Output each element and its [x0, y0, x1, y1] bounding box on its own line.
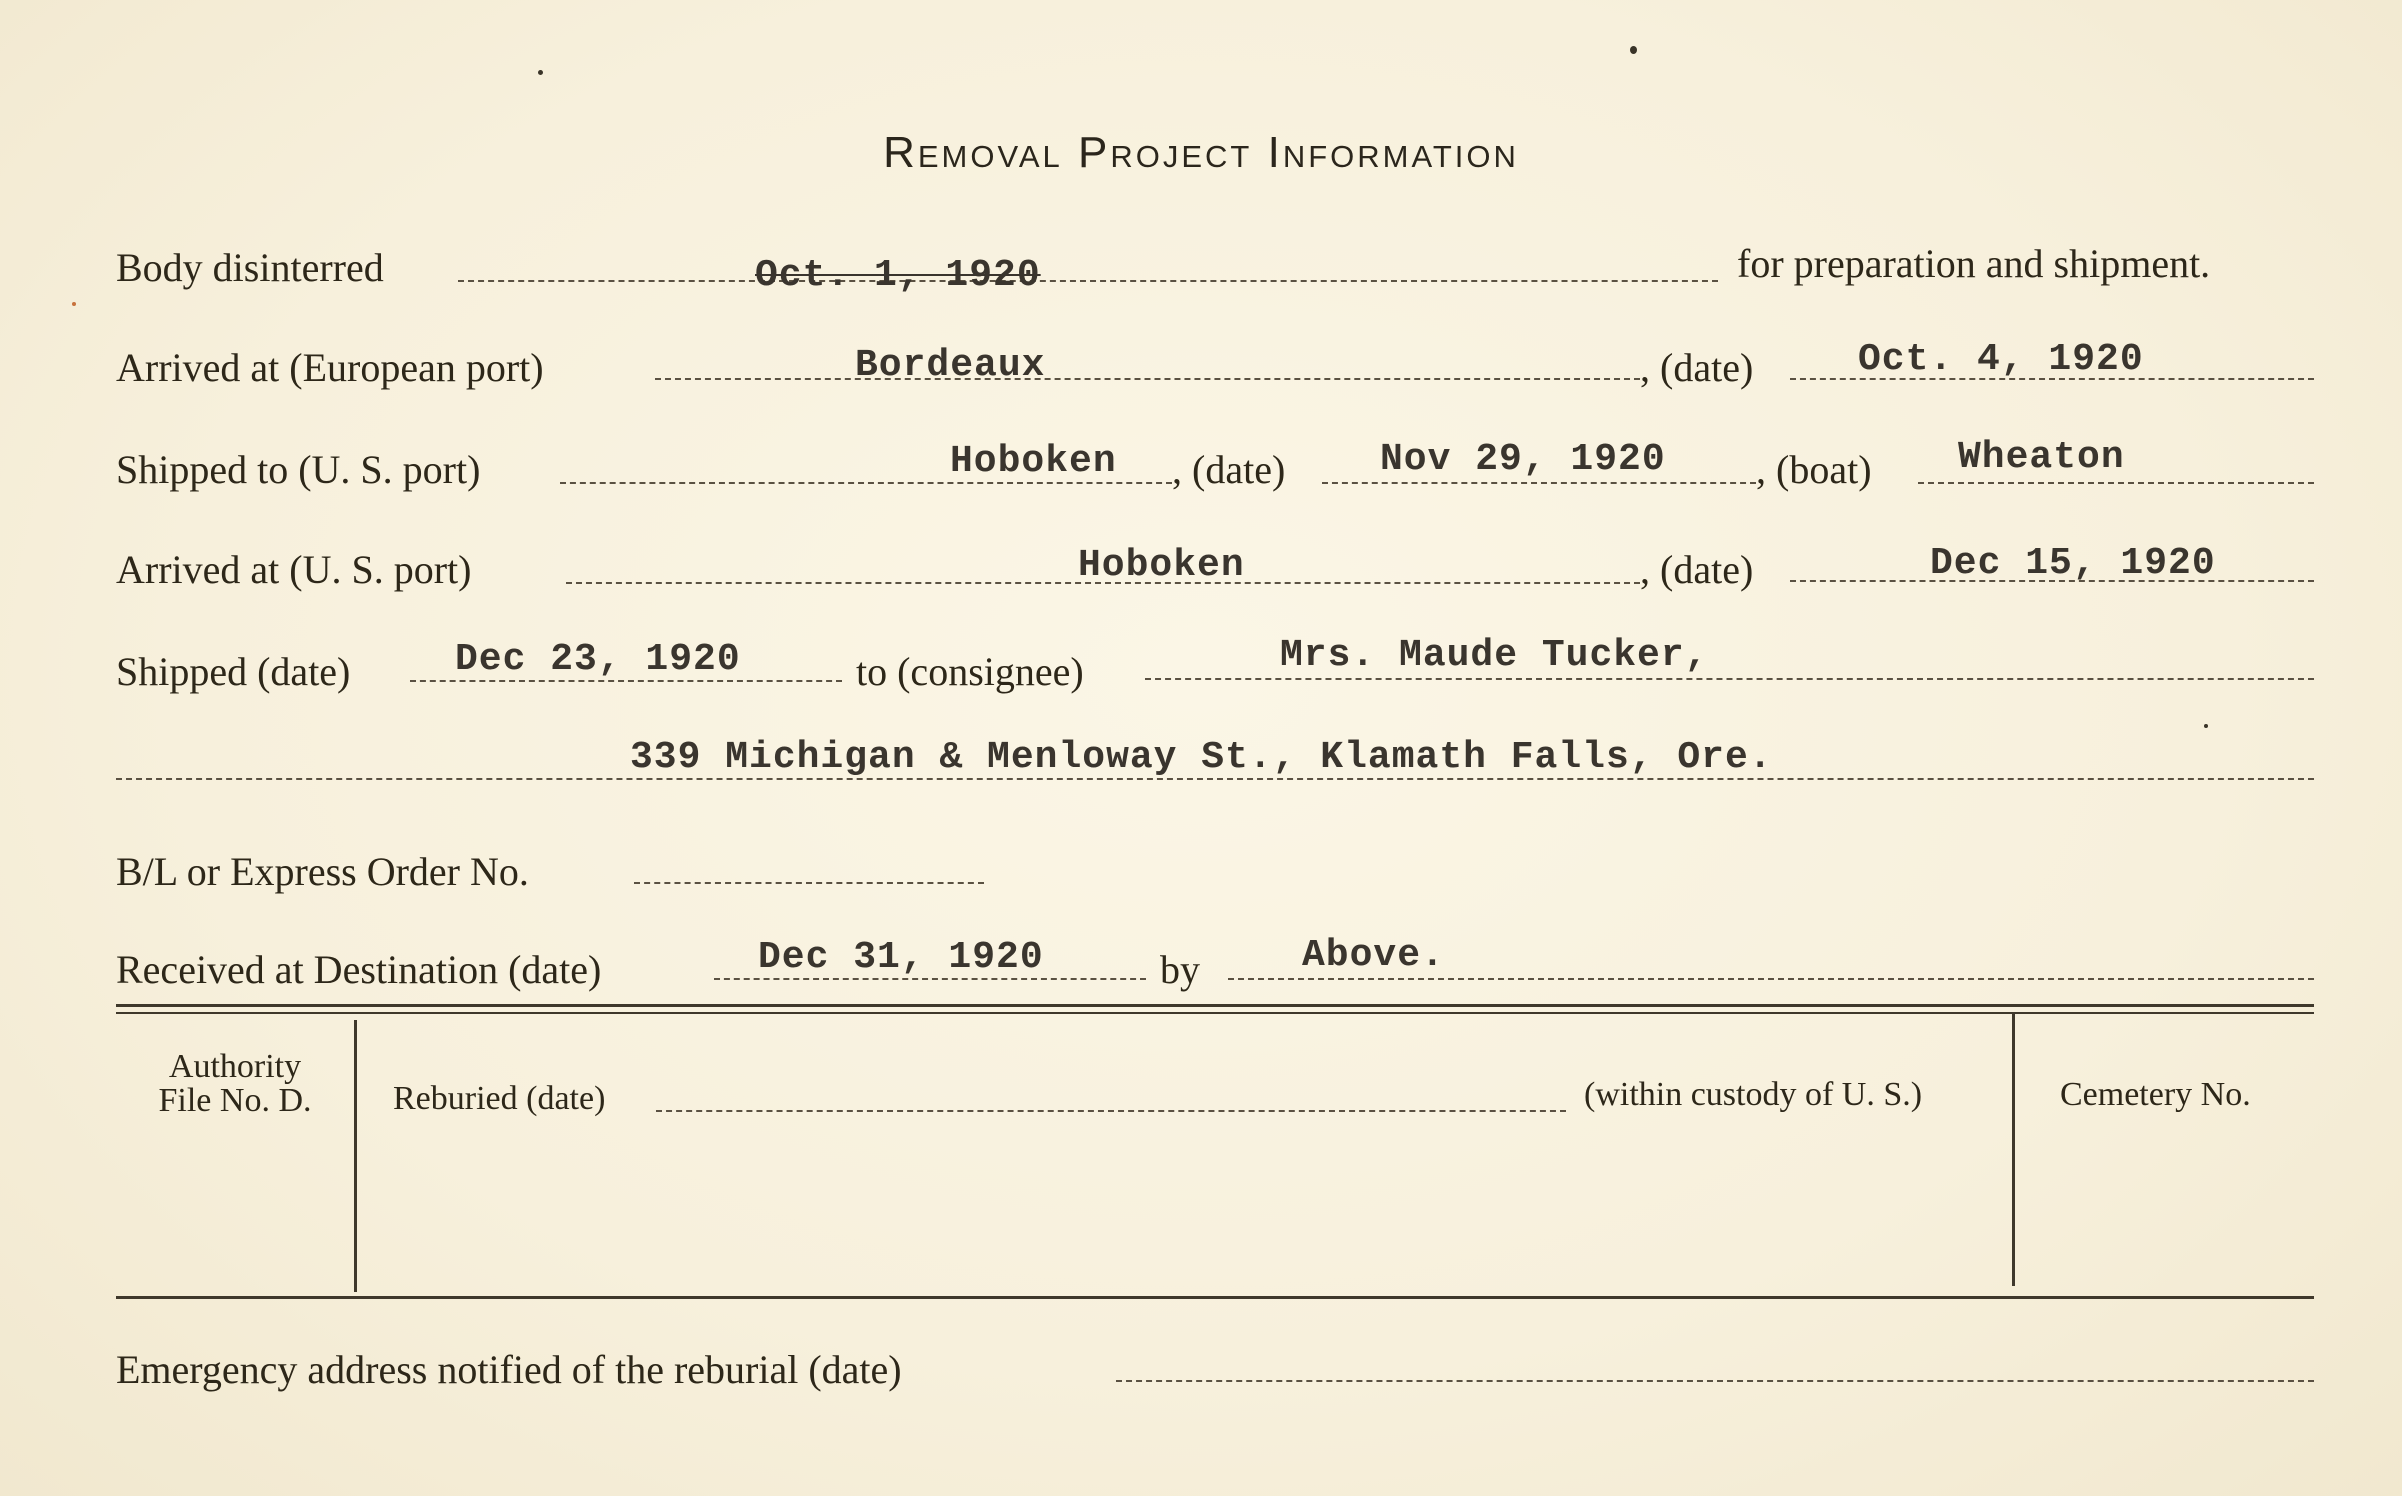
emergency-label: Emergency address notified of the reburial (date) [116, 1347, 902, 1392]
paper-speck [538, 70, 543, 75]
arrived-us-date-label: , (date) [1640, 547, 1754, 592]
arrived-us-value: Hoboken [1078, 544, 1245, 587]
shipped-us-boat-value: Wheaton [1958, 436, 2125, 479]
disinterred-value: Oct. 1, 1920 [755, 254, 1041, 297]
arrived-us-date-value: Dec 15, 1920 [1930, 542, 2216, 585]
address-value: 339 Michigan & Menloway St., Klamath Falls, Ore. [630, 736, 1773, 779]
bl-order-line [634, 882, 984, 884]
paper-speck [1630, 46, 1637, 54]
authority-label-line1: Authority [168, 1048, 302, 1085]
table-divider-right [2012, 1014, 2015, 1286]
disinterred-line [458, 280, 1718, 282]
shipped-us-label: Shipped to (U. S. port) [116, 447, 481, 492]
shipped-us-date-value: Nov 29, 1920 [1380, 438, 1666, 481]
consignee-value: Mrs. Maude Tucker, [1280, 634, 1709, 677]
shipped-us-date-line [1322, 482, 1756, 484]
arrived-us-label: Arrived at (U. S. port) [116, 547, 472, 592]
emergency-line [1116, 1380, 2314, 1382]
shipped-us-value: Hoboken [950, 440, 1117, 483]
arrived-european-date-label: , (date) [1640, 345, 1754, 390]
paper-speck [72, 302, 76, 306]
table-top-rule [116, 1004, 2314, 1007]
shipped-us-boat-line [1918, 482, 2314, 484]
paper-speck [2204, 724, 2208, 728]
table-bottom-rule [116, 1296, 2314, 1299]
consignee-label: to (consignee) [856, 649, 1084, 694]
shipped-date-value: Dec 23, 1920 [455, 638, 741, 681]
disinterred-suffix: for preparation and shipment. [1737, 241, 2211, 286]
cemetery-label: Cemetery No. [2060, 1076, 2251, 1113]
arrived-european-line [655, 378, 1640, 380]
arrived-european-label: Arrived at (European port) [116, 345, 544, 390]
shipped-us-date-label: , (date) [1172, 447, 1286, 492]
received-by-value: Above. [1302, 934, 1445, 977]
reburied-label: Reburied (date) [393, 1080, 606, 1117]
shipped-us-boat-label: , (boat) [1756, 447, 1872, 492]
disinterred-label: Body disinterred [116, 245, 384, 290]
table-top-rule-inner [116, 1012, 2314, 1014]
authority-label-line2: File No. D. [158, 1082, 312, 1119]
received-value: Dec 31, 1920 [758, 936, 1044, 979]
shipped-date-label: Shipped (date) [116, 649, 351, 694]
consignee-line [1145, 678, 2314, 680]
arrived-european-value: Bordeaux [855, 344, 1046, 387]
received-label: Received at Destination (date) [116, 947, 602, 992]
received-by-line [1228, 978, 2314, 980]
page-title: Removal Project Information [883, 128, 1519, 177]
received-by-label: by [1160, 947, 1200, 992]
reburied-line [656, 1110, 1566, 1112]
custody-label: (within custody of U. S.) [1584, 1076, 1923, 1113]
table-divider-left [354, 1020, 357, 1292]
arrived-european-date-value: Oct. 4, 1920 [1858, 338, 2144, 381]
bl-order-label: B/L or Express Order No. [116, 849, 529, 894]
